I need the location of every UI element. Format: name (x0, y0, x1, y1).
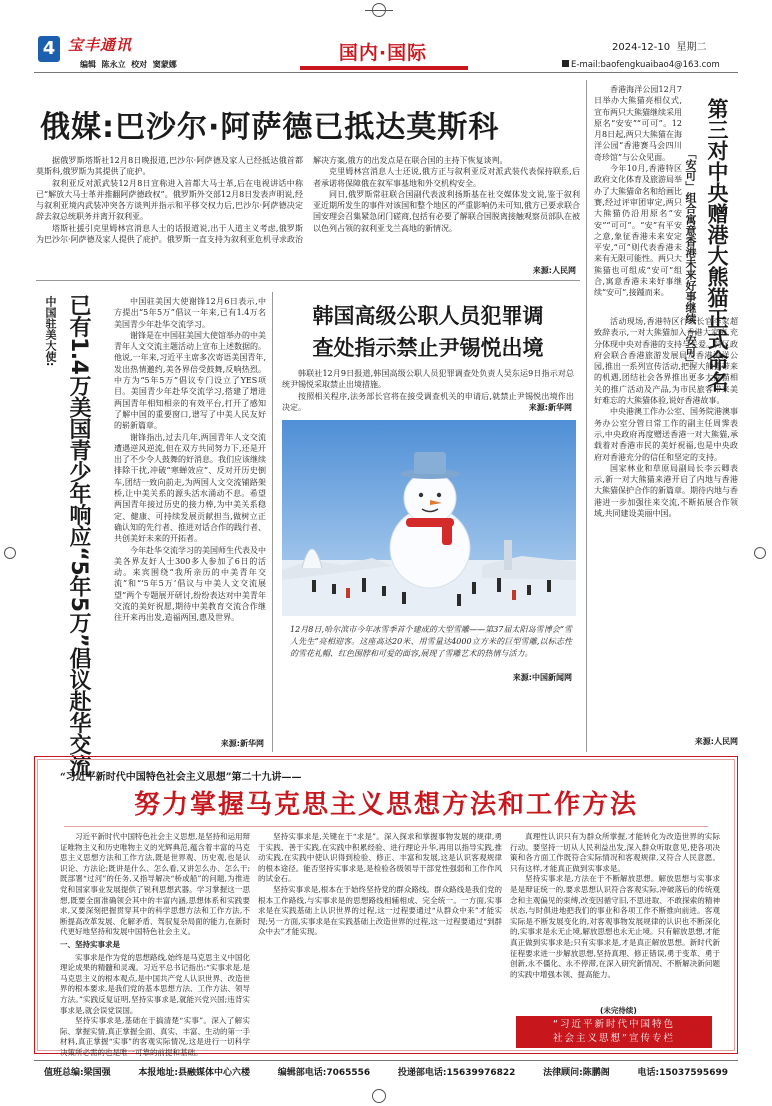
russia-paragraph: 克里姆林宫消息人士还说,俄方正与叙利亚反对派武装代表保持联系,后者承诺将保障俄在叙军事基地和外交机构安全。 (313, 167, 580, 188)
footer-phone-lawyer: 电话:15037595699 (637, 1067, 728, 1078)
russia-paragraph: 据俄罗斯塔斯社12月8日晚报道,巴沙尔·阿萨德及家人已经抵达俄首都莫斯科,俄罗斯为其提供了庇护。 (36, 156, 303, 177)
footer-lawyer: 法律顾问:陈鹏阁 (543, 1067, 610, 1078)
snowman-photo (282, 420, 576, 616)
section-title-underline (300, 66, 468, 70)
youth-paragraph: 今年赴华交流学习的美国师生代表及中美各界友好人士300多人参加了6日的活动。来宾围绕“我所亲历的中美青年交流”和“‘5年5万’倡议与中美人文交流展望”两个专题展开研讨,纷纷表达对中美青年交流的美好祝愿,期待中美教育交流合作继往开来再出发,造福两国,惠及世界。 (114, 545, 266, 623)
russia-body (36, 155, 580, 267)
korea-headline-line1: 韩国高级公职人员犯罪调 (312, 304, 544, 328)
section-title: 国内·国际 (338, 42, 428, 64)
series-line: “习近平新时代中国特色社会主义思想”第二十九讲—— (60, 772, 302, 783)
snow-sculpture-illustration (282, 420, 576, 616)
panda-left-rule (586, 80, 587, 752)
registration-mark-bottom (372, 1089, 386, 1103)
feature-paragraph: 习近平新时代中国特色社会主义思想,是坚持和运用辩证唯物主义和历史唯物主义的光辉典范,蕴含着丰富的马克思主义思想方法和工作方法,既是世界观、历史观,也是认识论、方法论;既讲是什么、怎么看,又讲怎么办、怎么干;既部署“过河”的任务,又指导解决“桥或船”的问题,为推进党和国家事业发展提供了锐利思想武器。学习掌握这一思想,既要全面准确领会其中的丰富内涵,思想体系和实践要求,又要深刻把握贯穿其中的科学思想方法和工作方法,不断提高改革发展、化解矛盾、驾驭复杂局面的能力,在新时代更好地坚持和发展中国特色社会主义。 (60, 832, 250, 937)
header-rule (34, 72, 738, 73)
feature-column-3 (510, 832, 720, 1004)
panda-paragraph: 国家林业和草原局副局长李云卿表示,新一对大熊猫来港开启了内地与香港大熊猫保护合作的新篇章。期待内地与香港进一步加强往来交流,不断拓展合作领域,共同建设美丽中国。 (594, 463, 738, 519)
column-title-line1: “习近平新时代中国特色 (553, 1019, 675, 1030)
russia-paragraph: 塔斯社援引克里姆林宫消息人士的话报道说,出于人道主义考虑,俄罗斯为巴沙尔·阿萨德及家人提供了庇护。俄罗斯一直支持为叙利亚危机寻求政治解决方案,俄方的出发点是在联合国的主持下恢复谈判。 (36, 156, 508, 245)
panda-body-bottom (594, 316, 738, 740)
feature-column-1 (60, 832, 250, 1057)
paper-nameplate: 宝丰通讯 (68, 36, 133, 54)
russia-paragraph: 叙利亚反对派武装12月8日宣称进入首都大马士革,后在电视讲话中称已“解放大马士革并推翻阿萨德政权”。俄罗斯外交部12月8日发表声明说,经与叙利亚境内武装冲突各方谈判并指示和平移交权力后,巴沙尔·阿萨德决定辞去叙总统职务并离开叙利亚。 (36, 178, 303, 222)
youth-paragraph: 谢锋是在中国驻美国大使馆举办的中美青年人文交流主题活动上宣布上述数据的。他说,一年来,习近平主席多次寄语美国青年,发出热情邀约,美各界倍受鼓舞,反响热烈。中方为“5年5万”倡议专门设立了YES项目。美国青少年赴华交流学习,搭建了增进两国青年相知相亲的有效平台,打开了感知了解中国的重要窗口,谱写了中美人民友好的崭新篇章。 (114, 330, 266, 431)
korea-paragraph: 按照相关程序,法务部长官将在接受调查机关的申请后,就禁止尹锡悦出境作出决定。 (282, 391, 574, 412)
editor-line: 编辑 陈永立 校对 窦蒙娜 (80, 60, 177, 69)
footer-rule (34, 1060, 738, 1061)
issue-date: 2024-12-10 星期二 (612, 42, 707, 53)
footer-bar (34, 1062, 738, 1080)
footer-phone-delivery: 投递部电话:15639976822 (397, 1067, 516, 1078)
column-title-box (516, 1016, 712, 1048)
youth-paragraph: 中国驻美国大使谢锋12月6日表示,中方提出“5年5万”倡议一年来,已有1.4万名美国青少年赴华交流学习。 (114, 297, 266, 329)
registration-mark-left (4, 547, 16, 559)
youth-body (114, 296, 266, 734)
panda-paragraph: 中央港澳工作办公室、国务院港澳事务办公室分管日常工作的副主任周霁表示,中央政府再度赠送香港一对大熊猫,承载着对香港市民的美好祝福,也是中央政府对香港充分的信任和坚定的支持。 (594, 407, 738, 462)
feature-paragraph: 坚持实事求是,方法在于不断解放思想。解放思想与实事求是是辩证统一的,要求思想认识符合客观实际,冲破落后的传统观念和主观偏见的束缚,改变因循守旧,不思进取、不敢探索的精神状态,与时俱进地把我们的事业和各项工作不断推向前进。客观实际是不断发展变化的,对客观事物发展规律的认识也不断深化的,实事求是永无止境,解放思想也永无止境。只有解放思想,才能真正做到实事求是;只有实事求是,才是真正解放思想。新时代新征程要求进一步解放思想,坚持真理、修正错误,勇于变革、勇于创新,永不僵化、永不停滞,在深入研究新情况、不断解决新问题的实践中增强本领、提高能力。 (510, 874, 720, 979)
photo-source: 来源:中国新闻网 (512, 673, 572, 682)
email-text: E-mail:baofengkuaibao4@163.com (571, 60, 720, 70)
footer-phone-editorial: 编辑部电话:7065556 (277, 1067, 371, 1078)
footer-address: 本报地址:县融媒体中心六楼 (138, 1067, 250, 1078)
feature-headline-rule (64, 826, 708, 827)
korea-source: 来源:新华网 (528, 403, 572, 412)
registration-mark-top-line (365, 10, 393, 11)
youth-kicker: 中国驻美大使: (44, 296, 57, 367)
feature-column-2 (258, 832, 502, 1046)
contact-email (562, 60, 720, 70)
photo-caption (290, 624, 572, 660)
panda-source: 来源:人民网 (694, 737, 738, 746)
panda-body-top (594, 84, 682, 312)
korea-headline-line2: 查处指示禁止尹锡悦出境 (312, 336, 544, 360)
russia-source: 来源:人民网 (532, 266, 576, 275)
youth-paragraph: 谢锋指出,过去几年,两国青年人文交流遭遇逆风逆流,但在双方共同努力下,还是开出了不少令人鼓舞的好消息。我们应该继续排除干扰,冲破“寒蝉效应”、反对开历史倒车,团结一致向前走,为两国人文交流铺路架桥,让中美关系的源头活水涌动不息。希望两国青年接过历史的接力棒,为中美关系稳定、健康、可持续发展贡献担当,做树立正确认知的先行者、推进对话合作的践行者、共创美好未来的开拓者。 (114, 432, 266, 544)
feature-headline: 努力掌握马克思主义思想方法和工作方法 (133, 790, 638, 820)
feature-paragraph: 坚持实事求是,关键在于“求是”。深入探求和掌握事物发展的规律,勇于实践、善于实践,在实践中积累经验、进行理论升华,再用以指导实践,推动实践,在实践中使认识得到检验、修正、丰富和发展,这是认识客观规律的根本途径。能否坚持实事求是,是检验各级领导干部党性强弱和工作作风的试金石。 (258, 832, 502, 884)
russia-headline: 俄媒:巴沙尔·阿萨德已抵达莫斯科 (40, 110, 500, 145)
russia-bottom-rule (36, 280, 580, 281)
panda-paragraph: 今年10月,香港特区政府文化体育及旅游局举办了大熊猫命名和给画比赛,经过评审团审定,两只大熊猫仍沿用原名“安安”“可可”。“安”有平安之意,象征香港未来安定平安,“可”则代表香港未来有无限可能性。两只大熊猫也可组成“安可”组合,寓意香港未来好事继续“安可”,接踵而来。 (594, 164, 682, 298)
feature-subhead: 一、坚持实事求是 (60, 939, 120, 949)
square-bullet-icon (562, 60, 569, 67)
panda-headline: 第三对中央赠港大熊猫正式命名 (705, 98, 729, 392)
to-be-continued: (未完待续) (600, 1006, 637, 1015)
feature-paragraph: 坚持实事求是,根本在于始终坚持党的群众路线。群众路线是我们党的根本工作路线,与实事求是的思想路线相辅相成、完全统一。一方面,实事求是在实践基础上认识世界的过程,这一过程要通过“从群众中来”才能实现;另一方面,实事求是在实践基础上改造世界的过程,这一过程要通过“到群众中去”才能实现。 (258, 884, 502, 937)
feature-paragraph: 真理性认识只有为群众所掌握,才能转化为改造世界的实际行动。要坚持一切从人民利益出发,深入群众听取意见,使各项决策和各方面工作既符合实际情况和客观规律,又符合人民意愿。只有这样,才能真正做到实事求是。 (510, 832, 720, 873)
registration-mark-right (754, 547, 766, 559)
photo-caption-text: 12月8日,哈尔滨市今年冰雪季首个建成的大型雪雕——第37届太阳岛雪博会“雪人先生”亮相迎客。这座高达20米、用雪量达4000立方米的巨型雪雕,以标志性的雪花礼帽、红色围脖和可爱的面容,展现了雪雕艺术的热情与活力。 (290, 625, 572, 658)
youth-headline: 已有1.4万美国青少年响应“5年5万”倡议赴华交流 (66, 294, 91, 777)
russia-paragraph: 同日,俄罗斯常驻联合国副代表波利扬斯基在社交媒体发文说,鉴于叙利亚近期所发生的事件对该国和整个地区的严重影响仍未可知,俄方已要求联合国安理会召集紧急闭门磋商,包括有必要了解联合国脱离接触观察员部队在被以色列占领的叙利亚戈兰高地的新情况。 (313, 189, 580, 233)
feature-paragraph: 实事求是作为党的思想路线,始终是马克思主义中国化理论成果的精髓和灵魂。习近平总书记指出:“实事求是,是马克思主义的根本观点,是中国共产党人认识世界、改造世界的根本要求,是我们党的基本思想方法、工作方法、领导方法。”实践反复证明,坚持实事求是,就能兴党兴国;违背实事求是,就会误党误国。 (60, 952, 250, 1015)
panda-paragraph: 活动现场,香港特区行政长官李家超致辞表示,一对大熊猫加入香港大家庭,充分体现中央对香港的支持与关爱。特区政府会联合香港旅游发展局及香港海洋公园,推出一系列宣传活动,把握大熊猫带来的机遇,团结社会各界推出更多大熊猫相关的推广活动及产品,为市民旅客带来美好难忘的大熊猫体验,说好香港故事。 (594, 317, 738, 406)
panda-paragraph: 香港海洋公园12月7日举办大熊猫亮相仪式,宣布两只大熊猫继续采用原名“安安”“可可”。12月8日起,两只大熊猫在海洋公园“香港赛马会四川奇珍馆”与公众见面。 (594, 85, 682, 162)
page-number-badge (38, 36, 60, 62)
page-number: 4 (42, 38, 56, 59)
feature-paragraph: 坚持实事求是,基础在于搞清楚“实事”。深入了解实际、掌握实情,真正掌握全面、真实、丰富、生动的第一手材料,真正掌握“实事”的客观实际情况,这是进行一切科学决策所必需的也是唯一可靠的前提和基础。 (60, 1016, 250, 1057)
youth-source: 来源:新华网 (220, 739, 264, 748)
panda-subheadline: 「安可」组合寓意香港未来好事继续「安可」 (684, 148, 697, 368)
korea-paragraph: 韩联社12月9日报道,韩国高级公职人员犯罪调查处负责人吴东运9日指示对总统尹锡悦采取禁止出境措施。 (282, 369, 574, 390)
footer-editor: 值班总编:梁国强 (44, 1067, 111, 1078)
youth-right-rule (272, 292, 273, 752)
column-title-line2: 社会主义思想”宣传专栏 (553, 1033, 675, 1044)
